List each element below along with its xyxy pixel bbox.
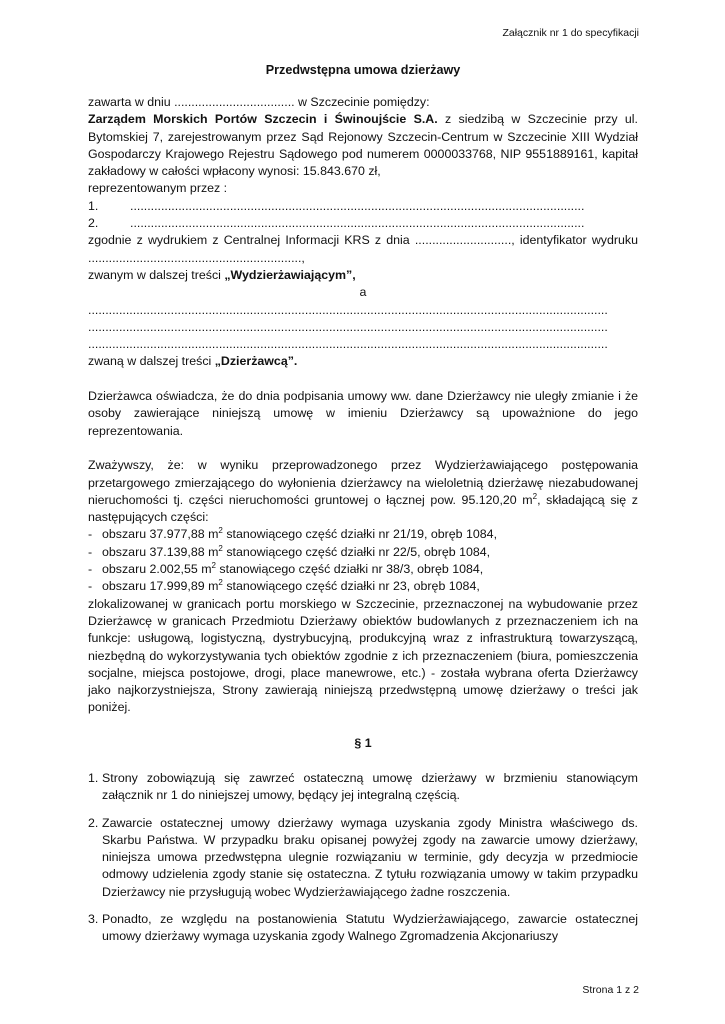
whereas-tail: zlokalizowanej w granicach portu morskiego w Szczecinie, przeznaczonej na wybudowanie przez Dzierżawcę w granicach Przedmiotu Dzierżawy obiektów budowlanych z przeznaczeniem ich na funkcje: usługową, logistyczną, dystrybucyjną, produkcyjną wraz z infrastrukturą towarzyszącą, niezbędną do wykorzystywania tych obiektów zgodnie z ich przeznaczeniem (biura, pomieszczenia socjalne, miejsca postojowe, drogi, place manewrowe, etc.) - została wybrana oferta Dzierżawcy jako najkorzystniejsza, Strony zawierają niniejszą przedwstępną umowę dzierżawy o treści jak poniżej. (88, 596, 638, 715)
area-value: obszaru 37.139,88 m (102, 544, 219, 559)
list-item-text (102, 578, 480, 595)
list-item (88, 544, 638, 561)
area-sup: 2 (218, 578, 223, 588)
whereas-lead-tail: , składającą się z następujących części: (88, 492, 638, 525)
intro-date-line: zawarta w dniu ................................... w Szczecinie pomiędzy: (88, 95, 430, 109)
area-sup: 2 (218, 526, 223, 536)
lessor-alias-prefix: zwanym w dalszej treści (88, 267, 225, 282)
list-item-text (102, 561, 483, 578)
list-dash: - (88, 579, 93, 594)
clause-number: 2. (88, 815, 99, 830)
clause-text: Ponadto, ze względu na postanowienia Statutu Wydzierżawiającego, zawarcie ostatecznej umowy dzierżawy wymaga uzyskania zgody Walnego Zgromadzenia Akcjonariuszy (102, 912, 638, 944)
area-value: obszaru 2.002,55 m (102, 562, 212, 577)
area-sup: 2 (211, 561, 216, 571)
attachment-note: Załącznik nr 1 do specyfikacji (502, 27, 639, 39)
area-desc: stanowiącego część działki nr 38/3, obręb 1084, (215, 562, 484, 577)
lessee-blank-1: ....................................................................................................................................................... (88, 302, 608, 317)
area-desc: stanowiącego część działki nr 21/19, obręb 1084, (222, 527, 498, 542)
section-1-heading: § 1 (354, 735, 372, 750)
clause-text: Zawarcie ostatecznej umowy dzierżawy wymaga uzyskania zgody Ministra właściwego ds. Skarbu Państwa. W przypadku braku opisanej powyżej zgody na zawarcie umowy dzierżawy, niniejsza umowa przedwstępna ulegnie rozwiązaniu w terminie, gdy decyzja w przedmiocie odmowy udzielenia zgody stanie się ostateczna. Z tytułu rozwiązania umowy w takim przypadku Dzierżawcy nie przysługują wobec Wydzierżawiającego żadne roszczenia. (102, 815, 638, 899)
list-dash: - (88, 527, 93, 542)
clause-item (88, 815, 638, 901)
and-connector: a (359, 285, 367, 300)
krs-statement: zgodnie z wydrukiem z Centralnej Informacji KRS z dnia ............................, identyfikator wydruku .............................................................., (88, 233, 638, 265)
whereas-lead-text: Zważywszy, że: w wyniku przeprowadzonego przez Wydzierżawiającego postępowania przetargowego zmierzającego do wyłonienia dzierżawcy na wieloletnią dzierżawę niezabudowanej nieruchomości tj. części nieruchomości gruntowej o łącznej pow. 95.120,20 m (88, 458, 638, 507)
area-value: obszaru 37.977,88 m (102, 527, 219, 542)
representative-2 (88, 215, 638, 232)
lessor-details: z siedzibą w Szczecinie przy ul. Bytomskiej 7, zarejestrowanym przez Sąd Rejonowy Szczecin-Centrum w Szczecinie XIII Wydział Gospodarczy Krajowego Rejestru Sądowego pod numerem 0000033768, NIP 9551889161, kapitał zakładowy w całości wpłacony wynosi: 15.843.670 zł, (88, 112, 639, 179)
clause-text: Strony zobowiązują się zawrzeć ostateczną umowę dzierżawy w brzmieniu stanowiącym załącznik nr 1 do niniejszej umowy, będący jej integralną częścią. (102, 770, 638, 803)
lessee-blank-2: ....................................................................................................................................................... (88, 319, 608, 334)
area-desc: stanowiącego część działki nr 22/5, obręb 1084, (222, 544, 491, 559)
whereas-lead (88, 457, 638, 526)
representative-2-number: 2. (88, 216, 99, 231)
representative-1-number: 1. (88, 198, 99, 213)
lessor-alias (88, 267, 638, 284)
document-title: Przedwstępna umowa dzierżawy (265, 63, 461, 77)
area-desc: stanowiącego część działki nr 23, obręb 1084, (222, 579, 480, 594)
list-item-text (102, 544, 490, 561)
area-sup: 2 (218, 543, 223, 553)
list-item-text (102, 526, 497, 543)
lessor-alias-name: „Wydzierżawiającym”, (224, 267, 356, 282)
clause-number: 1. (88, 770, 99, 785)
list-item (88, 578, 638, 595)
lessor-description (88, 111, 638, 180)
document-body (88, 62, 638, 956)
representative-2-blank: .................................................................................................................................... (130, 216, 585, 231)
lessee-alias-name: „Dzierżawcą”. (214, 354, 298, 369)
lessee-blank-3: ....................................................................................................................................................... (88, 337, 608, 352)
area-value: obszaru 17.999,89 m (102, 579, 219, 594)
whereas-lead-sup: 2 (532, 491, 538, 501)
lessee-alias (88, 353, 638, 370)
clause-number: 3. (88, 912, 99, 927)
page-number: Strona 1 z 2 (582, 984, 639, 996)
list-dash: - (88, 544, 93, 559)
representative-1-blank: .................................................................................................................................... (130, 198, 585, 213)
lessor-name: Zarządem Morskich Portów Szczecin i Świnoujście S.A. (88, 112, 438, 127)
list-dash: - (88, 562, 93, 577)
clause-item (88, 770, 638, 805)
clause-item (88, 911, 638, 946)
lessee-alias-prefix: zwaną w dalszej treści (88, 354, 215, 369)
list-item (88, 526, 638, 543)
list-item (88, 561, 638, 578)
represented-by: reprezentowanym przez : (88, 181, 228, 196)
lessee-declaration: Dzierżawca oświadcza, że do dnia podpisania umowy ww. dane Dzierżawcy nie uległy zmianie i że osoby zawierające niniejszą umowę w imieniu Dzierżawcy są upoważnione do jego reprezentowania. (88, 389, 638, 438)
representative-1 (88, 198, 638, 215)
